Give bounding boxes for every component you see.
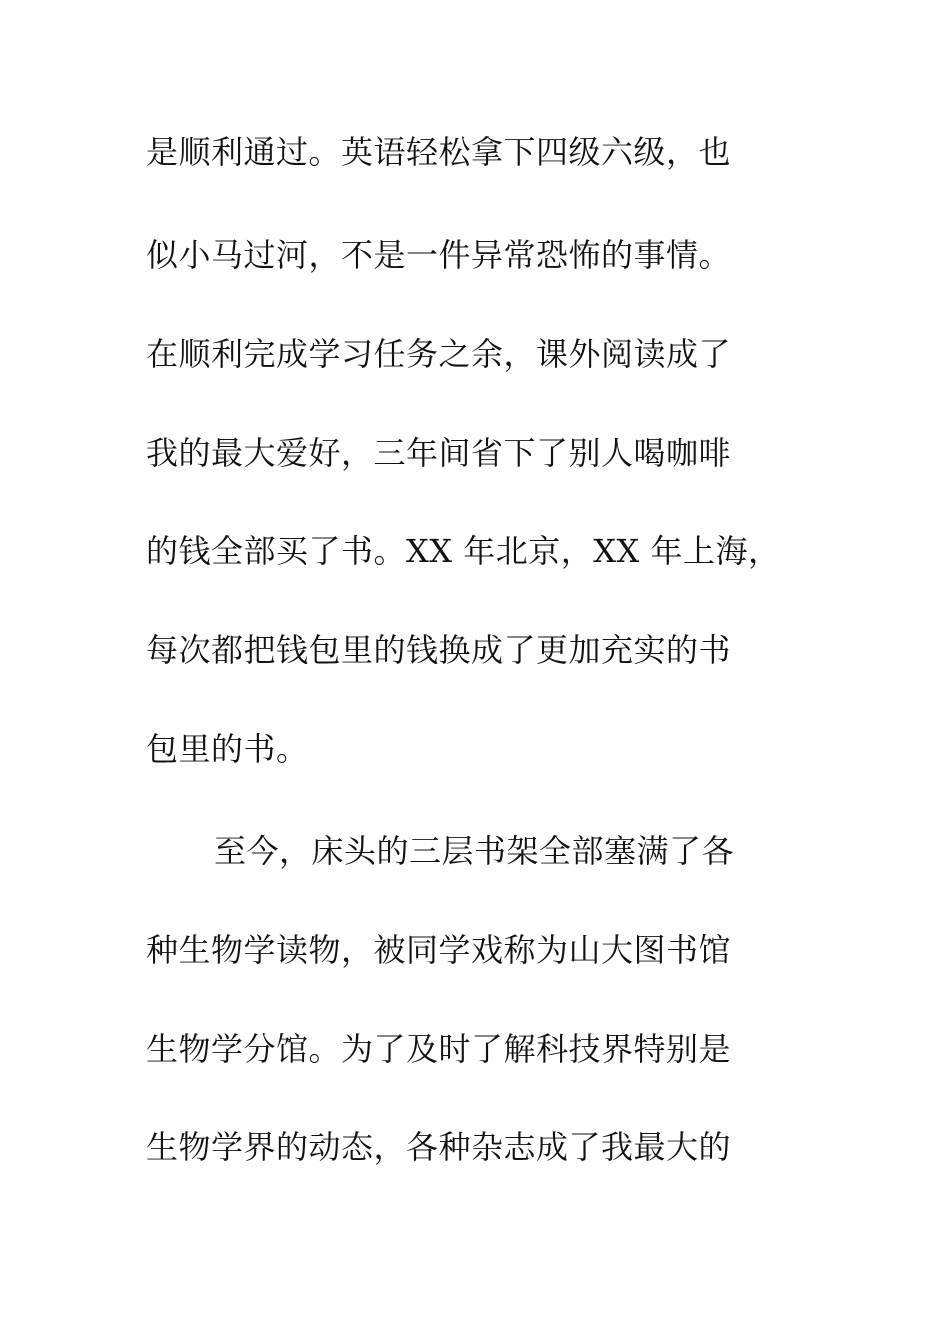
text-line: 似小马过河，不是一件异常恐怖的事情。: [146, 236, 732, 274]
text-line: 的钱全部买了书。XX 年北京，XX 年上海，: [146, 532, 781, 570]
text-line: 种生物学读物，被同学戏称为山大图书馆: [146, 931, 732, 969]
text-line: 我的最大爱好，三年间省下了别人喝咖啡: [146, 434, 732, 472]
text-line: 在顺利完成学习任务之余，课外阅读成了: [146, 335, 732, 373]
text-line: 每次都把钱包里的钱换成了更加充实的书: [146, 631, 732, 669]
text-line: 是顺利通过。英语轻松拿下四级六级，也: [146, 133, 732, 171]
text-line: 包里的书。: [146, 730, 309, 768]
text-line: 生物学分馆。为了及时了解科技界特别是: [146, 1030, 732, 1068]
paragraph-first-line: 至今，床头的三层书架全部塞满了各: [214, 832, 735, 870]
text-line: 生物学界的动态，各种杂志成了我最大的: [146, 1128, 732, 1166]
